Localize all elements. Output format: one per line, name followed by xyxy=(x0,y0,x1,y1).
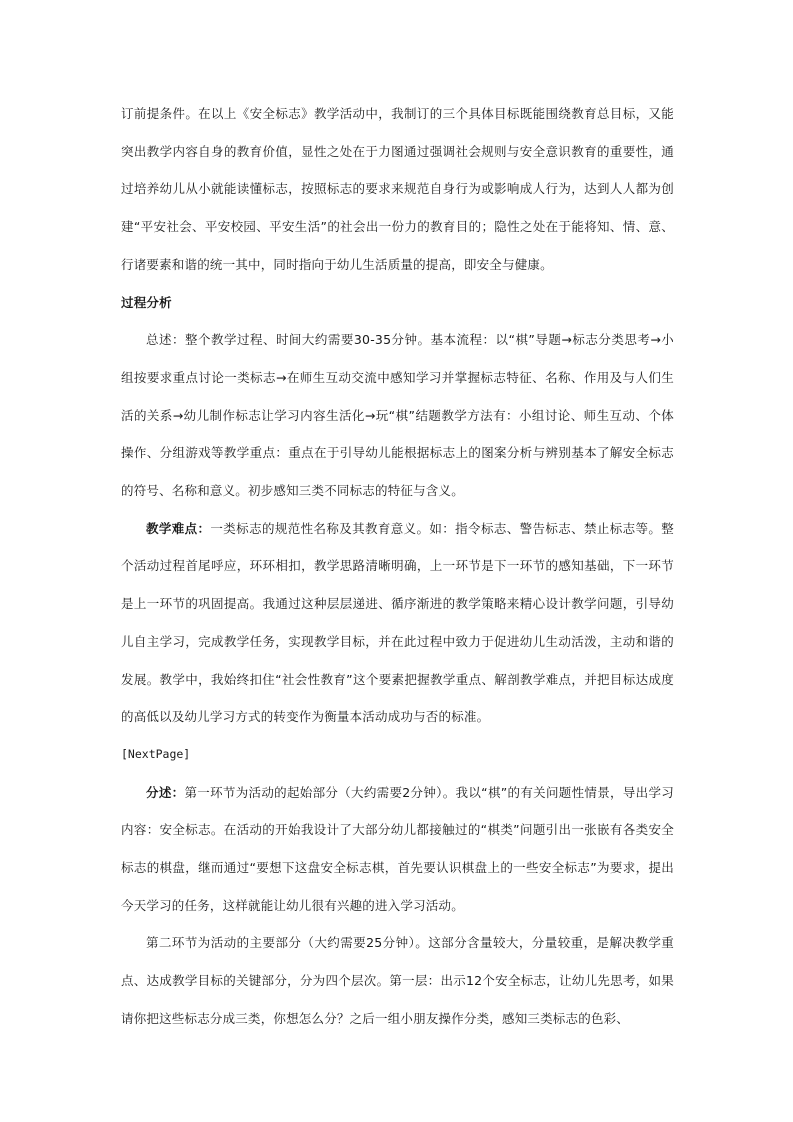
paragraph-detail xyxy=(121,774,674,925)
teaching-difficulty-text: 一类标志的规范性名称及其教育意义。如：指令标志、警告标志、禁止标志等。整个活动过程首尾呼应，环环相扣，教学思路清晰明确，上一环节是下一环节的感知基础，下一环节是上一环节的巩固提高。我通过这种层层递进、循序渐进的教学策略来精心设计教学问题，引导幼儿自主学习，完成教学任务，实现教学目标，并在此过程中致力于促进幼儿生动活泼，主动和谐的发展。教学中，我始终扣住“社会性教育”这个要素把握教学重点、解剖教学难点，并把目标达成度的高低以及幼儿学习方式的转变作为衡量本活动成功与否的标准。 xyxy=(121,520,674,725)
detail-text: 第一环节为活动的起始部分（大约需要2分钟）。我以“棋”的有关问题性情景，导出学习内容：安全标志。在活动的开始我设计了大部分幼儿都接触过的“棋类”问题引出一张嵌有各类安全标志的棋盘，继而通过“要想下这盘安全标志棋，首先要认识棋盘上的一些安全标志”为要求，提出今天学习的任务，这样就能让幼儿很有兴趣的进入学习活动。 xyxy=(121,784,675,913)
next-page-marker: [NextPage] xyxy=(121,746,191,761)
paragraph-teaching-difficulty xyxy=(121,510,674,736)
document-body xyxy=(121,95,674,1038)
detail-label: 分述： xyxy=(146,784,185,800)
paragraph-second-stage: 第二环节为活动的主要部分（大约需要25分钟）。这部分含量较大，分量较重，是解决教学重点、达成教学目标的关键部分，分为四个层次。第一层：出示12个安全标志，让幼儿先思考，如果请你把这些标志分成三类，你想怎么分？之后一组小朋友操作分类，感知三类标志的色彩、 xyxy=(121,935,674,1026)
section-heading-process-analysis: 过程分析 xyxy=(121,294,172,310)
teaching-difficulty-label: 教学难点： xyxy=(146,520,211,536)
paragraph-overview: 总述：整个教学过程、时间大约需要30-35分钟。基本流程：以“棋”导题→标志分类思考→小组按要求重点讨论一类标志→在师生互动交流中感知学习并掌握标志特征、名称、作用及与人们生活的关系→幼儿制作标志让学习内容生活化→玩“棋”结题教学方法有：小组讨论、师生互动、个体操作、分组游戏等教学重点：重点在于引导幼儿能根据标志上的图案分析与辨别基本了解安全标志的符号、名称和意义。初步感知三类不同标志的特征与含义。 xyxy=(121,332,674,499)
paragraph-goal-analysis: 订前提条件。在以上《安全标志》教学活动中，我制订的三个具体目标既能围绕教育总目标，又能突出教学内容自身的教育价值，显性之处在于力图通过强调社会规则与安全意识教育的重要性，通过培养幼儿从小就能读懂标志，按照标志的要求来规范自身行为或影响成人行为，达到人人都为创建“平安社会、平安校园、平安生活”的社会出一份力的教育目的；隐性之处在于能将知、情、意、行诸要素和谐的统一其中，同时指向于幼儿生活质量的提高，即安全与健康。 xyxy=(121,106,674,272)
